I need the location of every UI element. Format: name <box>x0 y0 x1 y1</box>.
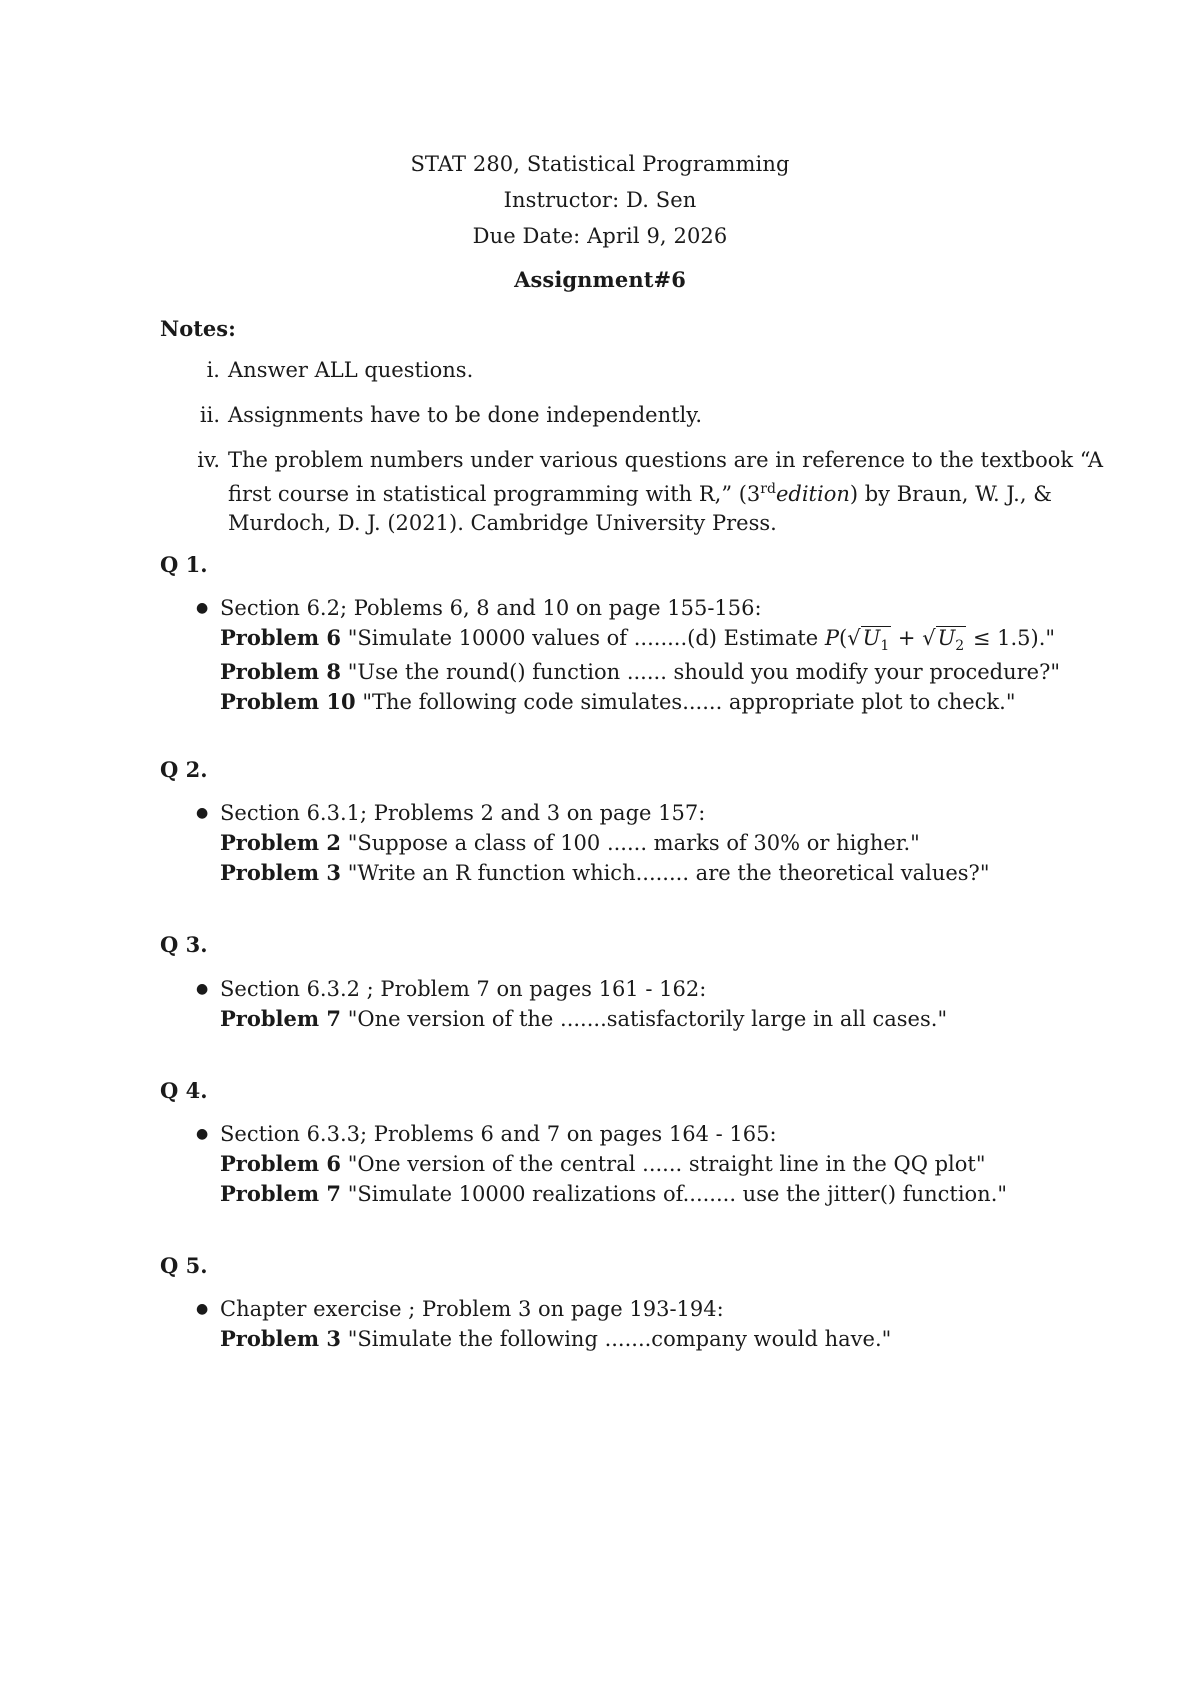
section-reference: Section 6.3.2 ; Problem 7 on pages 161 - 162: <box>220 977 707 1001</box>
section-reference: Chapter exercise ; Problem 3 on page 193-194: <box>220 1297 724 1321</box>
note-marker: ii. <box>199 403 220 427</box>
bullet-icon: ● <box>196 981 209 997</box>
bullet-icon: ● <box>196 600 209 616</box>
question-block-q1 <box>196 594 1126 717</box>
problem-line: Problem 7 "One version of the .......satisfactorily large in all cases." <box>220 1006 948 1031</box>
sqrt-term-1: $U_1$ <box>861 626 892 657</box>
problem-line: Problem 8 "Use the round() function ...... should you modify your procedure?" <box>220 659 1061 685</box>
notes-heading: Notes: <box>160 316 236 341</box>
note-item <box>160 401 1120 430</box>
question-block-q4 <box>196 1120 1126 1209</box>
question-heading-q4: Q 4. <box>160 1078 208 1103</box>
note-item <box>160 446 1120 538</box>
note-text: Answer ALL questions. <box>228 358 474 382</box>
sqrt-term-2: $U_2$ <box>936 626 967 657</box>
problem-label: Problem 7 <box>220 1181 342 1206</box>
problem-line: Problem 10 "The following code simulates...... appropriate plot to check." <box>220 689 1016 715</box>
note-text: The problem numbers under various questions are in reference to the textbook “A first course in statistical programming with R,” (3rdedition) by Braun, W. J., & Murdoch, D. J. (2021). Cambridge University Press. <box>228 448 1103 535</box>
section-reference: Section 6.2; Poblems 6, 8 and 10 on page 155-156: <box>220 596 762 620</box>
problem-line: Problem 6 "Simulate 10000 values of ........(d) Estimate $P(√U_1 + √U_2 \le 1.5)$." <box>196 623 1126 657</box>
section-reference: Section 6.3.3; Problems 6 and 7 on pages 164 - 165: <box>220 1122 777 1146</box>
superscript-rd: rd <box>760 481 776 497</box>
bullet-icon: ● <box>196 805 209 821</box>
instructor-line: Instructor: D. Sen <box>503 188 697 212</box>
problem-label: Problem 3 <box>220 860 342 885</box>
problem-label: Problem 10 <box>220 689 356 715</box>
bullet-icon: ● <box>196 1301 209 1317</box>
question-heading-q1: Q 1. <box>160 552 208 577</box>
problem-label: Problem 6 <box>220 1151 342 1176</box>
math-probability: P <box>824 626 840 650</box>
problem-label: Problem 3 <box>220 1326 342 1351</box>
question-block-q5 <box>196 1295 1126 1354</box>
note-item <box>160 356 1120 385</box>
problem-line: Problem 2 "Suppose a class of 100 ...... marks of 30% or higher." <box>220 830 920 855</box>
course-title: STAT 280, Statistical Programming <box>410 152 790 176</box>
note-text: Assignments have to be done independently. <box>228 403 702 427</box>
edition-italic: edition <box>775 482 850 506</box>
problem-line: Problem 7 "Simulate 10000 realizations of........ use the jitter() function." <box>220 1181 1008 1206</box>
note-marker: i. <box>206 358 220 382</box>
problem-line: Problem 6 "One version of the central ...... straight line in the QQ plot" <box>220 1151 986 1176</box>
problem-label: Problem 6 <box>220 625 342 650</box>
due-date-line: Due Date: April 9, 2026 <box>472 224 728 248</box>
bullet-icon: ● <box>196 1126 209 1142</box>
question-heading-q3: Q 3. <box>160 932 208 957</box>
question-block-q2 <box>196 799 1126 888</box>
problem-label: Problem 8 <box>220 659 342 685</box>
problem-line: Problem 3 "Simulate the following .......company would have." <box>220 1326 892 1351</box>
question-heading-q5: Q 5. <box>160 1253 208 1278</box>
question-block-q3 <box>196 975 1126 1034</box>
question-heading-q2: Q 2. <box>160 757 208 782</box>
problem-line: Problem 3 "Write an R function which........ are the theoretical values?" <box>220 860 990 885</box>
note-marker: iv. <box>197 448 220 472</box>
problem-label: Problem 7 <box>220 1006 342 1031</box>
assignment-title: Assignment#6 <box>514 267 686 292</box>
section-reference: Section 6.3.1; Problems 2 and 3 on page 157: <box>220 801 706 825</box>
problem-label: Problem 2 <box>220 830 342 855</box>
